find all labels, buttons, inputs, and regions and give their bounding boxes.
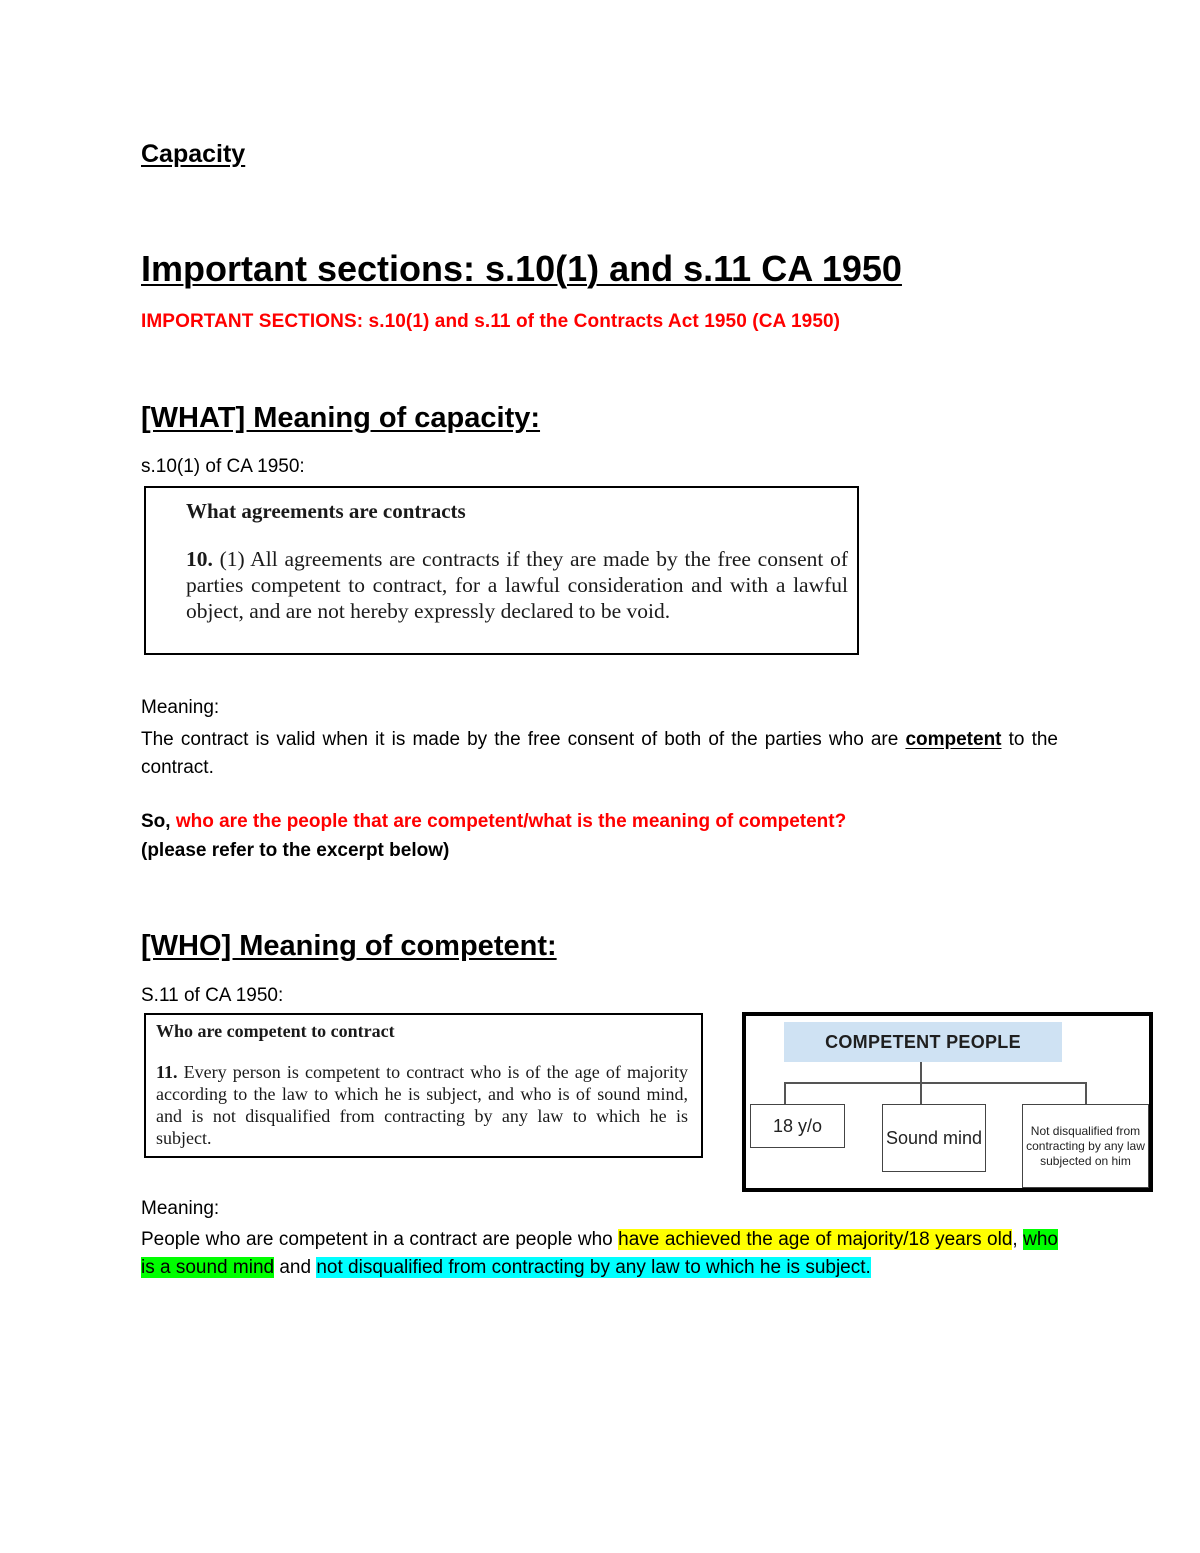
separator-and: and xyxy=(274,1257,317,1278)
who-heading: [WHO] Meaning of competent: xyxy=(141,930,557,962)
meaning-label-capacity: Meaning: xyxy=(141,697,220,718)
highlight-sound-mind: who is a sound mind xyxy=(141,1229,1058,1278)
what-heading: [WHAT] Meaning of capacity: xyxy=(141,402,541,434)
question-text: who are the people that are competent/what is the meaning of competent? xyxy=(175,811,847,832)
diagram-connector-bar xyxy=(784,1082,1086,1084)
diagram-connector-right xyxy=(1085,1082,1087,1104)
s11-reference: S.11 of CA 1950: xyxy=(141,985,284,1006)
highlight-age-of-majority: have achieved the age of majority/18 years old xyxy=(618,1229,1013,1250)
diagram-item-not-disqualified: Not disqualified from contracting by any law subjected on him xyxy=(1022,1104,1149,1188)
diagram-connector-middle xyxy=(920,1082,922,1104)
meaning-label-competent: Meaning: xyxy=(141,1198,220,1219)
refer-note: (please refer to the excerpt below) xyxy=(141,840,450,861)
diagram-connector-stem xyxy=(920,1062,922,1082)
diagram-header: COMPETENT PEOPLE xyxy=(784,1022,1062,1062)
s10-section-body: (1) All agreements are contracts if they are made by the free consent of parties competent to contract, for a lawful consideration and with a lawful object, and are not hereby expressly declared to be void. xyxy=(186,547,848,623)
question-prefix: So, xyxy=(141,811,176,832)
diagram-connector-left xyxy=(784,1082,786,1104)
s11-section-body: Every person is competent to contract who is of the age of majority according to the law to which he is subject, and who is of sound mind, and is not disqualified from contracting by any law to which he is subject. xyxy=(156,1062,688,1148)
s11-section-number: 11. xyxy=(156,1062,178,1082)
meaning-text-end: to the contract. xyxy=(141,729,1058,778)
highlight-not-disqualified: not disqualified from contracting by any law to which he is subject. xyxy=(316,1257,871,1278)
competent-keyword: competent xyxy=(905,729,1002,750)
meaning-intro: People who are competent in a contract are people who xyxy=(141,1229,619,1250)
competent-people-diagram xyxy=(742,1012,1153,1192)
s10-reference: s.10(1) of CA 1950: xyxy=(141,456,305,477)
s10-excerpt-heading: What agreements are contracts xyxy=(186,499,466,523)
s11-excerpt-heading: Who are competent to contract xyxy=(156,1021,395,1041)
s11-excerpt-text xyxy=(156,1061,688,1149)
s11-excerpt-box xyxy=(144,1013,703,1158)
important-sections-heading: Important sections: s.10(1) and s.11 CA 1950 xyxy=(141,248,902,289)
important-sections-subheading: IMPORTANT SECTIONS: s.10(1) and s.11 of the Contracts Act 1950 (CA 1950) xyxy=(141,311,841,332)
separator-comma: , xyxy=(1012,1229,1024,1250)
s10-excerpt-box xyxy=(144,486,859,655)
question-line xyxy=(141,811,846,833)
diagram-item-age: 18 y/o xyxy=(750,1104,845,1148)
meaning-text-start: The contract is valid when it is made by the free consent of both of the parties who are xyxy=(141,729,906,750)
page-title: Capacity xyxy=(141,140,246,168)
meaning-text-competent xyxy=(141,1226,1058,1282)
diagram-item-sound-mind: Sound mind xyxy=(882,1104,986,1172)
s10-excerpt-text xyxy=(186,546,848,624)
meaning-text-capacity xyxy=(141,726,1058,782)
s10-section-number: 10. xyxy=(186,547,213,571)
